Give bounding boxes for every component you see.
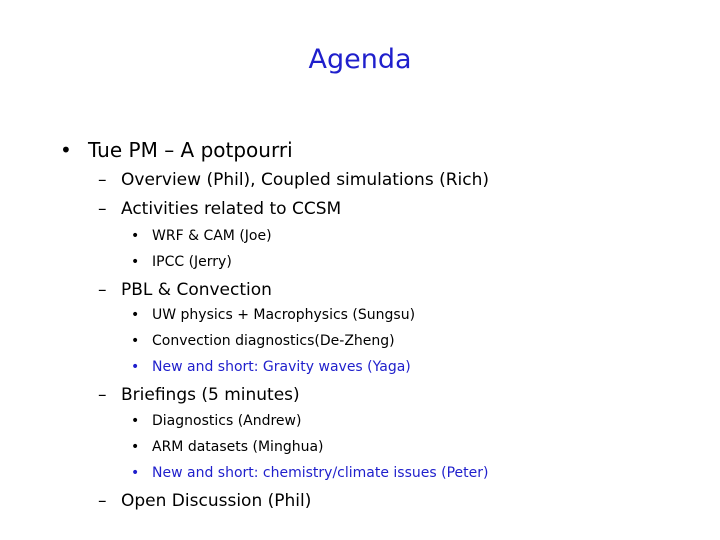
agenda-item-convection: Convection diagnostics(De-Zheng): [152, 333, 395, 349]
bullet-dot: •: [131, 254, 140, 270]
agenda-item-tue-pm: Tue PM – A potpourri: [88, 138, 293, 162]
bullet-dot: •: [131, 333, 140, 349]
agenda-item-uw: UW physics + Macrophysics (Sungsu): [152, 307, 416, 323]
bullet-dot: •: [131, 307, 140, 323]
agenda-item-discussion: Open Discussion (Phil): [121, 491, 312, 511]
agenda-item-wrf: WRF & CAM (Joe): [152, 228, 272, 244]
bullet-dash: –: [98, 385, 107, 405]
bullet-dot: •: [131, 413, 140, 429]
agenda-item-overview: Overview (Phil), Coupled simulations (Rich): [121, 170, 489, 190]
agenda-item-pbl: PBL & Convection: [121, 280, 272, 300]
bullet-dash: –: [98, 199, 107, 219]
bullet-dot: •: [131, 359, 140, 375]
bullet-dash: –: [98, 491, 107, 511]
slide-title: Agenda: [308, 44, 412, 75]
bullet-dash: –: [98, 170, 107, 190]
bullet-dot: •: [131, 439, 140, 455]
agenda-item-ipcc: IPCC (Jerry): [152, 254, 232, 270]
agenda-item-gravity: New and short: Gravity waves (Yaga): [152, 359, 411, 375]
agenda-item-briefings: Briefings (5 minutes): [121, 385, 300, 405]
bullet-dot: •: [131, 465, 140, 481]
agenda-item-diagnostics: Diagnostics (Andrew): [152, 413, 302, 429]
agenda-item-chemistry: New and short: chemistry/climate issues (Peter): [152, 465, 489, 481]
agenda-item-arm: ARM datasets (Minghua): [152, 439, 324, 455]
bullet-dash: –: [98, 280, 107, 300]
bullet-dot: •: [131, 228, 140, 244]
bullet-dot: •: [60, 138, 72, 162]
agenda-item-ccsm: Activities related to CCSM: [121, 199, 342, 219]
